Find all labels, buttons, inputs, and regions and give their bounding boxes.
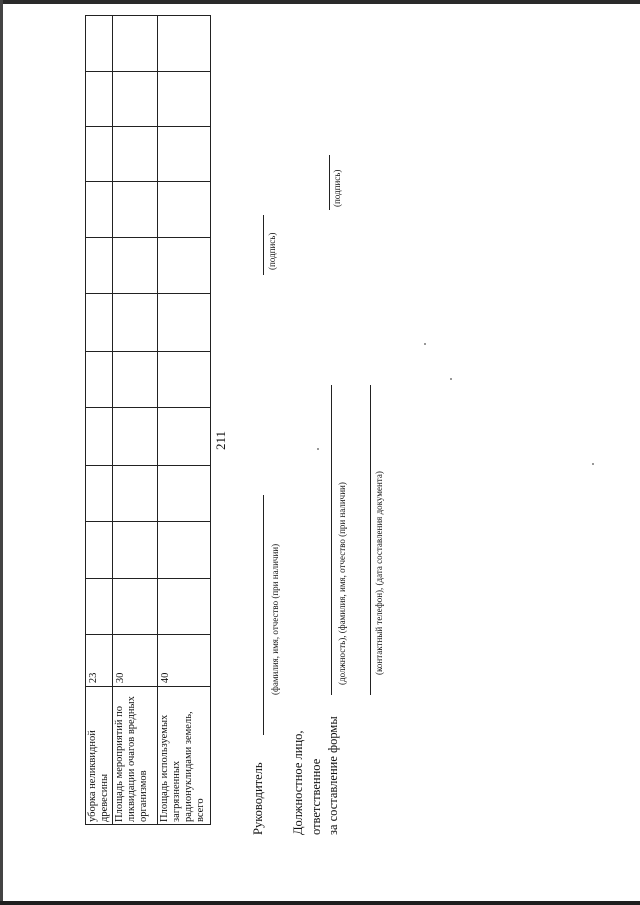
contact-caption: (контактный телефон), (дата составления документа) [374, 471, 384, 675]
scan-speck [317, 448, 319, 450]
responsible-position-line [331, 385, 332, 695]
rotated-form-sheet [20, 15, 620, 885]
head-signature-caption: (подпись) [267, 232, 277, 270]
table-row [113, 16, 158, 825]
table-row [86, 16, 113, 825]
responsible-label-line-1: Должностное лицо, [291, 730, 305, 835]
scan-edge-left [0, 0, 3, 905]
empty-cell [113, 72, 158, 127]
scan-speck [424, 343, 426, 345]
responsible-label-line-3: за составление формы [326, 716, 340, 835]
table-row [158, 16, 211, 825]
empty-cell [113, 182, 158, 238]
empty-cell [158, 182, 211, 238]
head-name-caption: (фамилия, имя, отчество (при наличии) [270, 543, 280, 695]
empty-cell [86, 182, 113, 238]
empty-cell [158, 579, 211, 635]
row-code: 40 [158, 635, 211, 687]
row-code: 23 [86, 635, 113, 687]
responsible-position-caption: (должность), (фамилия, имя, отчество (при наличии) [337, 482, 347, 685]
form-table [85, 15, 211, 825]
page-number: 211 [213, 430, 228, 450]
row-name: Площадь используемых загрязненных радионуклидами земель, всего [158, 687, 211, 825]
empty-cell [158, 465, 211, 521]
empty-cell [86, 465, 113, 521]
scan-edge-bottom [0, 901, 640, 905]
responsible-signature-line [329, 155, 330, 210]
row-code: 30 [113, 635, 158, 687]
empty-cell [113, 127, 158, 182]
empty-cell [86, 293, 113, 351]
empty-cell [113, 465, 158, 521]
empty-cell [158, 16, 211, 72]
empty-cell [158, 351, 211, 407]
empty-cell [158, 72, 211, 127]
head-name-line [263, 495, 264, 735]
row-name: уборка неликвидной древесины [86, 687, 113, 825]
empty-cell [158, 293, 211, 351]
empty-cell [158, 407, 211, 465]
contact-line [370, 385, 371, 695]
head-label: Руководитель [251, 762, 265, 835]
scan-edge-top [0, 0, 640, 4]
empty-cell [158, 127, 211, 182]
empty-cell [86, 16, 113, 72]
scan-speck [592, 463, 594, 465]
head-signature-line [263, 215, 264, 275]
empty-cell [113, 16, 158, 72]
empty-cell [113, 579, 158, 635]
empty-cell [158, 521, 211, 579]
scan-speck [450, 378, 452, 380]
empty-cell [86, 237, 113, 293]
row-name: Площадь мероприятий по ликвидации очагов вредных организмов [113, 687, 158, 825]
responsible-label-line-2: ответственное [309, 758, 323, 835]
responsible-signature-caption: (подпись) [332, 169, 342, 207]
empty-cell [86, 127, 113, 182]
empty-cell [86, 407, 113, 465]
empty-cell [86, 72, 113, 127]
empty-cell [113, 351, 158, 407]
empty-cell [113, 237, 158, 293]
empty-cell [113, 407, 158, 465]
empty-cell [113, 521, 158, 579]
empty-cell [86, 579, 113, 635]
empty-cell [86, 521, 113, 579]
empty-cell [158, 237, 211, 293]
empty-cell [86, 351, 113, 407]
empty-cell [113, 293, 158, 351]
